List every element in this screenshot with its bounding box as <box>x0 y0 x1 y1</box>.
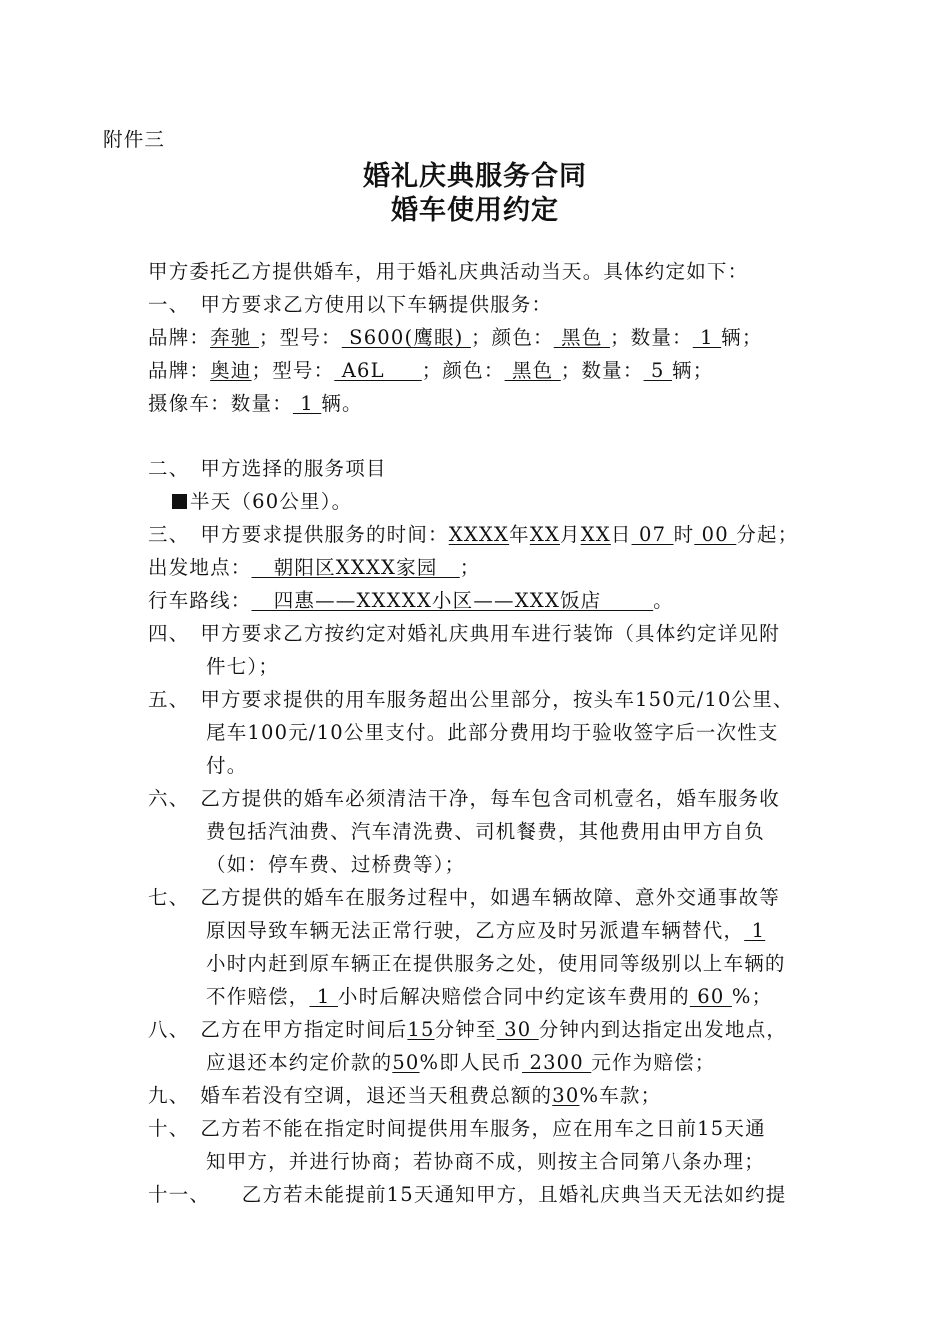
refund-amount: 2300 <box>522 1051 592 1074</box>
color-value: 黑色 <box>553 326 610 349</box>
brand-value: 奥迪 <box>210 359 252 382</box>
section-4-line-2: 件七）； <box>206 655 280 678</box>
ac-refund-percent: 30 <box>552 1084 580 1107</box>
section-4-line-1: 四、 甲方要求乙方按约定对婚礼庆典用车进行装饰（具体约定详见附 <box>148 622 780 645</box>
color-value: 黑色 <box>504 359 561 382</box>
section-6-line-2: 费包括汽油费、汽车清洗费、司机餐费，其他费用由甲方自负 <box>206 820 765 843</box>
contract-subtitle: 婚车使用约定 <box>391 195 559 226</box>
section-1-heading: 一、 甲方要求乙方使用以下车辆提供服务： <box>148 293 553 316</box>
section-7-line-4: 不作赔偿， 1 小时后解决赔偿合同中约定该车费用的 60 %； <box>206 985 773 1008</box>
month-value: XX <box>529 523 560 546</box>
section-2-heading: 二、 甲方选择的服务项目 <box>148 457 387 480</box>
section-11-line-1: 十一、 乙方若未能提前15天通知甲方，且婚礼庆典当天无法如约提 <box>148 1183 787 1206</box>
departure-row: 出发地点： 朝阳区XXXX家园 ； <box>148 556 481 579</box>
section-5-line-3: 付。 <box>206 754 248 777</box>
route-row: 行车路线： 四惠——XXXXX小区——XXX饭店 。 <box>148 589 674 612</box>
section-3-time: 三、 甲方要求提供服务的时间：XXXX年XX月XX日 07 时 00 分起； <box>148 523 799 546</box>
section-6-line-3: （如：停车费、过桥费等）； <box>206 853 466 876</box>
delay-min: 15 <box>407 1018 435 1041</box>
section-6-line-1: 六、 乙方提供的婚车必须清洁干净，每车包含司机壹名，婚车服务收 <box>148 787 780 810</box>
vehicle-row-1: 品牌：奔驰 ；型号： S600(鹰眼) ；颜色： 黑色 ；数量： 1 辆； <box>148 326 763 349</box>
model-value: A6L <box>334 359 422 382</box>
brand-label: 品牌： <box>148 359 211 382</box>
camera-quantity: 1 <box>292 392 322 415</box>
checked-box-icon <box>172 494 187 509</box>
day-value: XX <box>580 523 611 546</box>
hour-value: 07 <box>631 523 674 546</box>
section-7-line-2: 原因导致车辆无法正常行驶，乙方应及时另派遣车辆替代， 1 <box>206 919 766 942</box>
departure-value: 朝阳区XXXX家园 <box>251 556 460 579</box>
section-7-line-3: 小时内赶到原车辆正在提供服务之处，使用同等级别以上车辆的 <box>206 952 786 975</box>
camera-car-row: 摄像车：数量： 1 辆。 <box>148 392 363 415</box>
brand-label: 品牌： <box>148 326 211 349</box>
vehicle-row-2: 品牌：奥迪；型号： A6L ；颜色： 黑色 ；数量： 5 辆； <box>148 359 714 382</box>
quantity-value: 5 <box>643 359 672 382</box>
section-9: 九、 婚车若没有空调，退还当天租费总额的30%车款； <box>148 1084 662 1107</box>
year-value: XXXX <box>448 523 510 546</box>
model-value: S600(鹰眼) <box>341 326 471 349</box>
quantity-value: 1 <box>692 326 722 349</box>
minute-value: 00 <box>694 523 737 546</box>
section-7-line-1: 七、 乙方提供的婚车在服务过程中，如遇车辆故障、意外交通事故等 <box>148 886 780 909</box>
intro-paragraph: 甲方委托乙方提供婚车，用于婚礼庆典活动当天。具体约定如下： <box>148 260 749 283</box>
section-5-line-1: 五、 甲方要求提供的用车服务超出公里部分，按头车150元/10公里、 <box>148 688 794 711</box>
section-10-line-2: 知甲方，并进行协商；若协商不成，则按主合同第八条办理； <box>206 1150 765 1173</box>
section-8-line-1: 八、 乙方在甲方指定时间后15分钟至 30 分钟内到达指定出发地点， <box>148 1018 788 1041</box>
brand-value: 奔驰 <box>210 326 252 349</box>
route-value: 四惠——XXXXX小区——XXX饭店 <box>251 589 654 612</box>
compensation-hours: 1 <box>309 985 338 1008</box>
service-option: 半天（60公里）。 <box>172 489 352 515</box>
refund-percent: 50 <box>392 1051 420 1074</box>
section-8-line-2: 应退还本约定价款的50%即人民币 2300 元作为赔偿； <box>206 1051 716 1074</box>
section-10-line-1: 十、 乙方若不能在指定时间提供用车服务，应在用车之日前15天通 <box>148 1117 766 1140</box>
attachment-label: 附件三 <box>103 128 166 151</box>
contract-title: 婚礼庆典服务合同 <box>363 161 587 192</box>
delay-max: 30 <box>496 1018 539 1041</box>
section-5-line-2: 尾车100元/10公里支付。此部分费用均于验收签字后一次性支 <box>206 721 779 744</box>
compensation-percent: 60 <box>689 985 732 1008</box>
replacement-hours: 1 <box>744 919 766 942</box>
